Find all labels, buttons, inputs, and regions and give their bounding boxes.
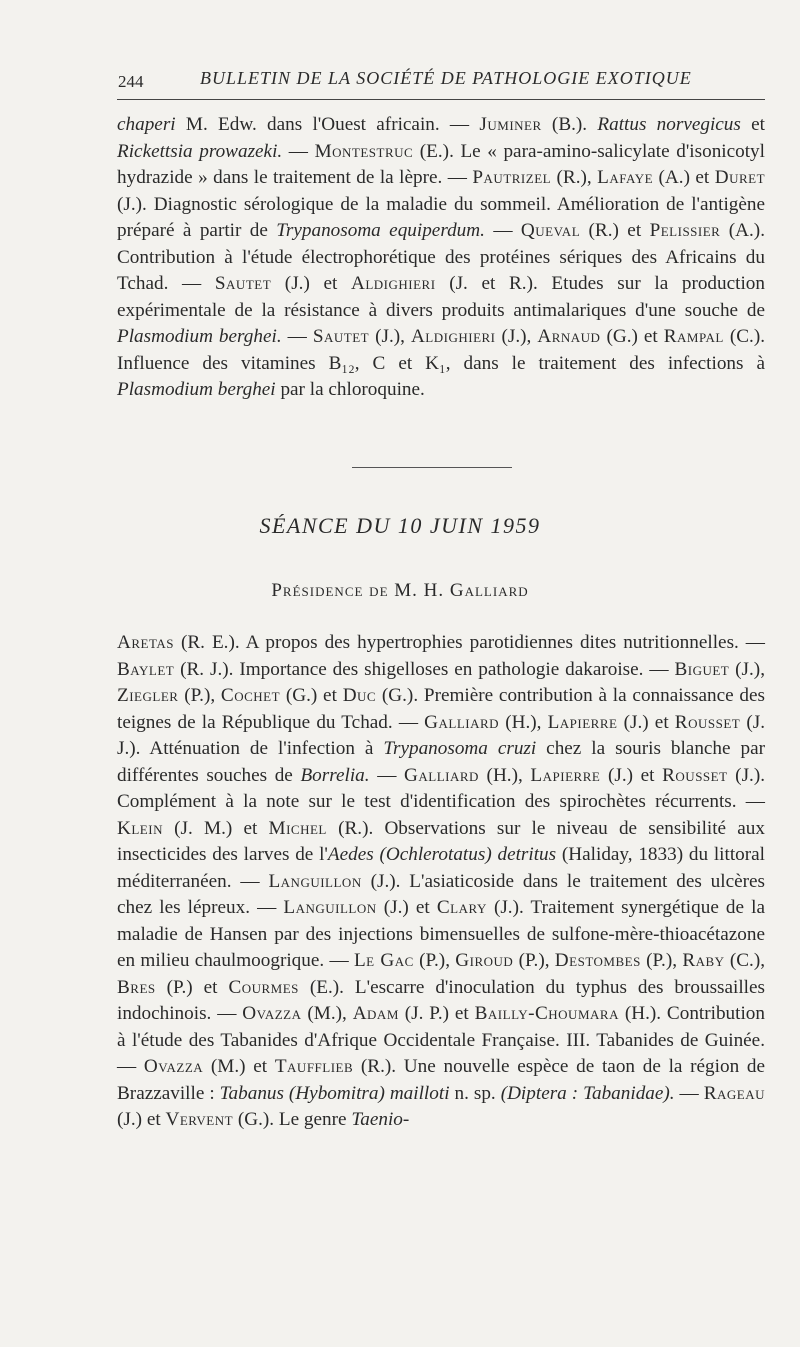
author-name: Lapierre [547,711,618,733]
text-run: (A.). Contribution à l'étude électrophorétique des protéines sériques des Africains du Tchad. — [117,220,765,294]
italic-run: Trypanosoma cruzi [383,738,537,759]
text-run: (J.) et [600,764,663,786]
author-name: Queval [520,220,581,241]
text-run: n. sp. [449,1082,501,1104]
text-run: (J.). Diagnostic sérologique de la maladie du sommeil. Amélioration de l'antigène préparé à partir de [117,193,765,241]
text-run: (R. J.). Importance des shigelloses en pathologie dakaroise. — [174,658,675,680]
author-name: Galliard [424,711,500,733]
paragraph-text [117,112,765,404]
author-name: Michel [268,817,327,839]
author-name: Biguet [674,658,730,680]
author-name: Juminer [479,114,542,135]
author-name: Lapierre [530,764,601,786]
text-run: M. Edw. dans l'Ouest africain. — [175,114,480,135]
text-run: (J.) et [271,273,351,294]
section-separator [352,467,512,468]
author-name: Sautet [214,273,272,294]
author-name: Rampal [663,326,724,347]
author-name: Languillon [283,897,377,918]
text-run: (J. M.) et [162,817,269,839]
author-name: Languillon [268,870,362,892]
text-run: (R.), [551,167,598,188]
text-run: (E.). L'escarre d'inoculation du typhus des broussailles indochinois. — [117,976,765,1024]
text-run: (B.). [541,114,598,135]
author-name: Ovazza [242,1003,302,1024]
author-name: Lafaye [597,167,654,188]
author-name: Rageau [703,1082,766,1104]
page-number: 244 [118,72,144,91]
text-run: (H.), [478,764,531,786]
author-name: Baylet [117,658,175,680]
text-run: et [740,114,765,135]
author-name: Aldighieri [410,326,496,347]
author-name: Arnaud [537,326,601,347]
author-name: Courmes [228,976,299,998]
text-run: (G.) et [280,685,343,706]
author-name: Aretas [117,632,174,653]
italic-run: Taenio- [351,1109,410,1130]
text-run: (G.). Première contribution à la connaissance des teignes de la République du Tchad. — [117,685,765,733]
running-title: BULLETIN DE LA SOCIÉTÉ DE PATHOLOGIE EXOTIQUE [200,68,692,88]
text-run: (C.). Influence des vitamines B₁₂, C et K₁, dans le traitement des infections à [117,326,766,374]
italic-run: chaperi [117,114,176,135]
author-name: Raby [682,950,725,971]
text-run: (P.), [513,950,555,971]
author-name: Pautrizel [472,167,552,188]
author-name: Clary [436,897,487,918]
italic-run: (Diptera : Tabanidae). [500,1082,675,1104]
author-name: Destombes [554,950,641,971]
text-run: (J.), [369,326,411,347]
italic-run: Plasmodium berghei. [117,326,282,347]
author-name: Le Gac [353,950,414,971]
author-name: Rousset [674,711,741,733]
text-run: (M.), [301,1003,353,1024]
text-run: — [484,220,521,241]
text-run: chez la souris blanche par différentes souches de [117,738,766,786]
text-run: par la chloroquine. [275,379,425,400]
text-run: (G.). Le genre [233,1109,352,1130]
author-name: Galliard [404,764,479,786]
text-run: (J.). L'asiaticoside dans le traitement des ulcères chez les lépreux. — [117,870,766,918]
text-run: (J. et R.). Etudes sur la production expérimentale de la résistance à divers produits antimalariques d'une souche de [117,273,765,321]
author-name: Rousset [662,764,728,786]
author-name: Giroud [455,950,514,971]
author-name: Ziegler [117,685,179,706]
text-run: (R.). Observations sur le niveau de sensibilité aux insecticides des larves de l' [117,817,765,865]
paragraph-session-list [117,630,765,1134]
italic-run: Borrelia. [300,764,370,786]
author-name: Adam [352,1003,399,1024]
text-run: (J. P.) et [398,1003,475,1024]
italic-run: Tabanus (Hybomitra) mailloti [219,1082,450,1104]
author-name: Duc [342,685,377,706]
text-run: (P.), [178,685,221,706]
text-run: (J.) et [617,711,675,733]
author-name: Cochet [220,685,281,706]
author-name: Ovazza [143,1056,204,1077]
header-rule [117,99,765,100]
text-run: — [674,1082,704,1104]
italic-run: Aedes (Ochlerotatus) detritus [327,844,557,865]
author-name: Bres [117,976,156,998]
text-run: (J.). Complément à la note sur le test d'identification des spirochètes récurrents. — [117,764,766,812]
text-run: (H.). Contribution à l'étude des Tabanides d'Afrique Occidentale Française. III. Tabanides de Guinée. — [117,1003,765,1077]
text-run: (R.). Une nouvelle espèce de taon de la région de Brazzaville : [117,1056,766,1104]
author-name: Taufflieb [274,1056,354,1077]
paragraph-previous-session [117,112,765,404]
text-run: — [369,764,405,786]
text-run: (J.) et [376,897,437,918]
session-title: SÉANCE DU 10 JUIN 1959 [259,513,541,538]
text-run: (J.), [729,658,765,680]
italic-run: Rickettsia prowazeki. [117,140,283,162]
text-run: — [281,326,313,347]
text-run: (J.) et [117,1109,166,1130]
italic-run: Trypanosoma equiperdum. [276,220,485,241]
text-run: (J. J.). Atténuation de l'infection à [117,711,766,759]
text-run: (A.) et [653,167,715,188]
author-name: Montestruc [314,140,414,162]
presidence-line: Présidence de M. H. Galliard [271,580,529,601]
text-run: — [282,140,315,162]
author-name: Sautet [312,326,370,347]
text-run: (M.) et [203,1056,275,1077]
author-name: Vervent [165,1109,234,1130]
author-name: Klein [117,817,163,839]
italic-run: Rattus norvegicus [597,114,741,135]
text-run: (J.). Traitement synergétique de la maladie de Hansen par des injections bimensuelles de sulfone-mère-thioacétazone en milieu chaulmoogrique. — [117,897,765,971]
text-run: (G.) et [600,326,664,347]
author-name: Duret [714,167,766,188]
italic-run: Plasmodium berghei [117,379,276,400]
text-run: (E.). Le « para-amino-salicylate d'isonicotyl hydrazide » dans le traitement de la lèpre. — [117,140,765,188]
text-run: (H.), [499,711,548,733]
text-run: (Haliday, 1833) du littoral méditerranéen. — [117,844,765,892]
text-run: (C.), [724,950,766,971]
author-name: Aldighieri [350,273,436,294]
text-run: (J.), [495,326,538,347]
text-run: (P.), [640,950,683,971]
text-run: (P.), [413,950,456,971]
text-run: (R.) et [580,220,650,241]
author-name: Bailly-Choumara [474,1003,619,1024]
text-run: (P.) et [155,976,229,998]
author-name: Pelissier [649,220,721,241]
text-run: (R. E.). A propos des hypertrophies parotidiennes dites nutritionnelles. — [174,632,765,653]
paragraph-text [117,630,765,1134]
